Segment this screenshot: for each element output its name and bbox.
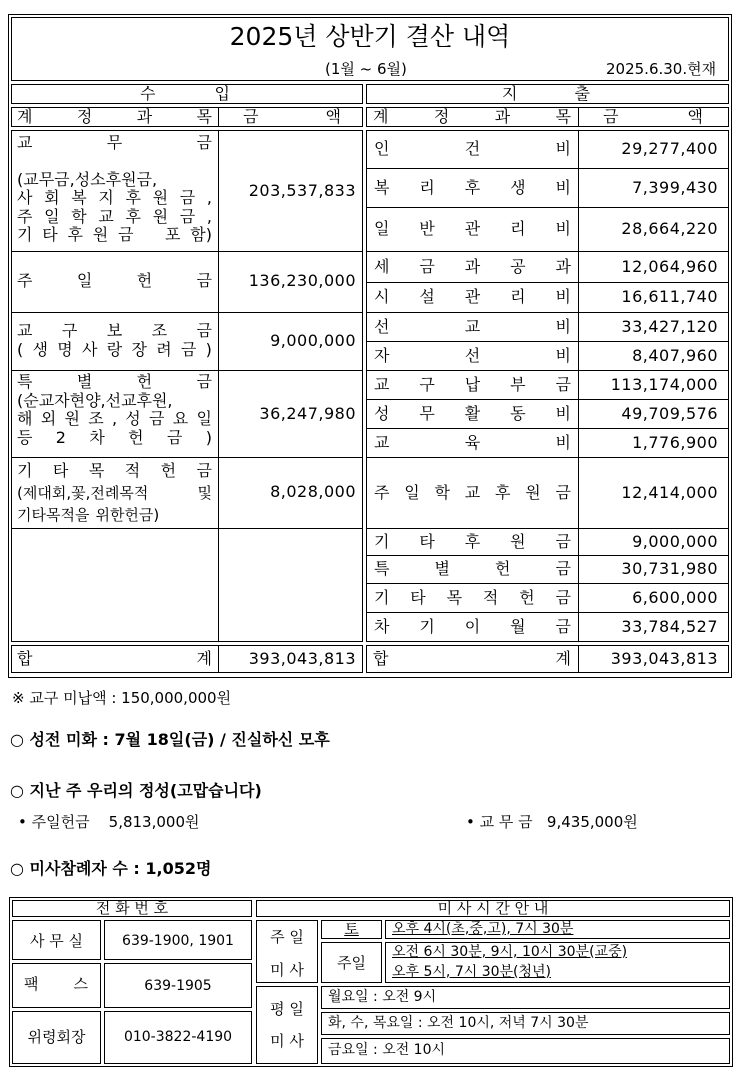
expense-col-account: 계 정 과 목 xyxy=(373,107,571,126)
weekday-time-friday: 금요일 : 오전 10시 xyxy=(328,1042,446,1058)
expense-amount-sunday-school-support: 12,414,000 xyxy=(621,482,718,502)
contact-office-label: 사 무 실 xyxy=(29,932,83,950)
weekday-time-monday: 월요일 : 오전 9시 xyxy=(328,989,437,1005)
expense-amount-personnel: 29,277,400 xyxy=(621,139,718,158)
expense-row-general-admin: 일 반 관 리 비 xyxy=(374,219,571,238)
contacts-header-label: 전 화 번 호 xyxy=(95,899,169,917)
diocese-unpaid-note: ※ 교구 미납액 : 150,000,000원 xyxy=(12,689,232,707)
expense-total-label: 합 계 xyxy=(373,649,571,668)
expense-amount-other-purpose: 6,600,000 xyxy=(632,587,718,607)
income-row-special-offering: 특 별 헌 금 (순교자현양,선교후원, 해 외 원 조 , 성 금 요 일 등 2 차 헌 금 ) xyxy=(17,372,212,447)
expense-amount-facility: 16,611,740 xyxy=(621,287,718,306)
expense-col-amount: 금 액 xyxy=(603,107,703,126)
expense-row-carry-over: 차 기 이 월 금 xyxy=(374,617,571,636)
weekday-time-tue-thu: 화, 수, 목요일 : 오전 10시, 저녁 7시 30분 xyxy=(328,1015,589,1031)
income-amount-sunday-offering: 136,230,000 xyxy=(248,271,356,290)
income-total-label: 합 계 xyxy=(17,649,212,668)
income-header-label: 수 입 xyxy=(140,84,230,103)
expense-row-taxes: 세 금 과 공 과 xyxy=(374,256,571,276)
contact-memorial-value[interactable]: 010-3822-4190 xyxy=(123,1029,233,1045)
expense-header-label: 지 출 xyxy=(502,84,590,103)
page-title: 2025년 상반기 결산 내역 xyxy=(229,22,511,51)
expense-total-amount: 393,043,813 xyxy=(610,649,718,668)
weekday-mass-label-cell xyxy=(256,986,318,1064)
income-col-amount: 금 액 xyxy=(243,107,341,126)
contact-memorial-label: 위령회장 xyxy=(27,1028,86,1046)
sunday-day: 주일 xyxy=(337,954,366,972)
mass-header-label: 미 사 시 간 안 내 xyxy=(437,899,549,917)
contact-fax-label: 팩 스 xyxy=(24,975,88,993)
as-of-date: 2025.6.30.현재 xyxy=(606,60,717,78)
expense-amount-charity: 8,407,960 xyxy=(632,345,718,365)
expense-amount-carry-over: 33,784,527 xyxy=(621,617,718,636)
income-row-dues: 교 무 금 (교무금,성소후원금, 사 회 복 지 후 원 금 , 주 일 학 교 후 원 금 , 기 타 후 원 금 포 함) xyxy=(17,133,212,244)
sunday-time-2: 오후 5시, 7시 30분(청년) xyxy=(392,964,552,980)
income-total-amount: 393,043,813 xyxy=(248,649,356,668)
sunday-mass-label-1: 주 일 xyxy=(270,928,304,946)
expense-row-special-offering: 특 별 헌 금 xyxy=(374,559,571,578)
income-col-account: 계 정 과 목 xyxy=(17,107,212,126)
offering-dues: • 교 무 금 9,435,000원 xyxy=(466,813,638,831)
expense-amount-education: 1,776,900 xyxy=(632,432,718,452)
expense-amount-ministry: 49,709,576 xyxy=(621,403,718,423)
attendance-note: ○ 미사참례자 수 : 1,052명 xyxy=(10,859,212,878)
expense-row-diocese-payment: 교 구 납 부 금 xyxy=(374,374,571,394)
expense-amount-welfare: 7,399,430 xyxy=(632,177,718,197)
sunday-time-1: 오전 6시 30분, 9시, 10시 30분(교중) xyxy=(392,944,628,960)
contact-fax-value[interactable]: 639-1905 xyxy=(144,978,212,994)
saturday-time: 오후 4시(초,중,고), 7시 30분 xyxy=(392,921,574,937)
saturday-day: 토 xyxy=(344,920,359,938)
expense-amount-special-offering: 30,731,980 xyxy=(621,559,718,578)
expense-row-other-support: 기 타 후 원 금 xyxy=(374,531,571,551)
expense-row-other-purpose: 기 타 목 적 헌 금 xyxy=(374,587,571,607)
income-row-sunday-offering: 주 일 헌 금 xyxy=(17,271,212,290)
expense-amount-diocese-payment: 113,174,000 xyxy=(610,374,718,394)
expense-row-education: 교 육 비 xyxy=(374,432,571,452)
expense-amount-taxes: 12,064,960 xyxy=(621,256,718,276)
expense-row-ministry: 성 무 활 동 비 xyxy=(374,403,571,423)
weekday-mass-label-1: 평 일 xyxy=(270,1000,304,1018)
flower-duty-note: ○ 성전 미화 : 7월 18일(금) / 진실하신 모후 xyxy=(10,730,330,749)
expense-amount-mission: 33,427,120 xyxy=(621,316,718,336)
income-amount-dues: 203,537,833 xyxy=(248,181,356,200)
sunday-mass-label-2: 미 사 xyxy=(270,961,304,979)
weekday-mass-label-2: 미 사 xyxy=(270,1032,304,1050)
contact-office-value[interactable]: 639-1900, 1901 xyxy=(122,933,234,949)
expense-amount-general-admin: 28,664,220 xyxy=(621,219,718,238)
expense-row-charity: 자 선 비 xyxy=(374,345,571,365)
period-label: (1월 ~ 6월) xyxy=(325,60,407,78)
expense-row-welfare: 복 리 후 생 비 xyxy=(374,177,571,197)
income-row-other-purpose: 기 타 목 적 헌 금 (제대회,꽃,전례목적 및 기타목적을 위한헌금) xyxy=(17,461,212,524)
offering-sunday: • 주일헌금 5,813,000원 xyxy=(18,813,200,831)
expense-row-sunday-school-support: 주 일 학 교 후 원 금 xyxy=(374,482,571,502)
offering-title: ○ 지난 주 우리의 정성(고맙습니다) xyxy=(10,781,262,800)
income-amount-special-offering: 36,247,980 xyxy=(259,404,356,423)
expense-row-personnel: 인 건 비 xyxy=(374,139,571,158)
expense-row-mission: 선 교 비 xyxy=(374,316,571,336)
income-amount-other-purpose: 8,028,000 xyxy=(270,482,356,501)
income-amount-diocese-subsidy: 9,000,000 xyxy=(270,331,356,350)
income-row-diocese-subsidy: 교 구 보 조 금 ( 생 명 사 랑 장 려 금 ) xyxy=(17,321,212,359)
expense-row-facility: 시 설 관 리 비 xyxy=(374,287,571,306)
expense-amount-other-support: 9,000,000 xyxy=(632,531,718,551)
